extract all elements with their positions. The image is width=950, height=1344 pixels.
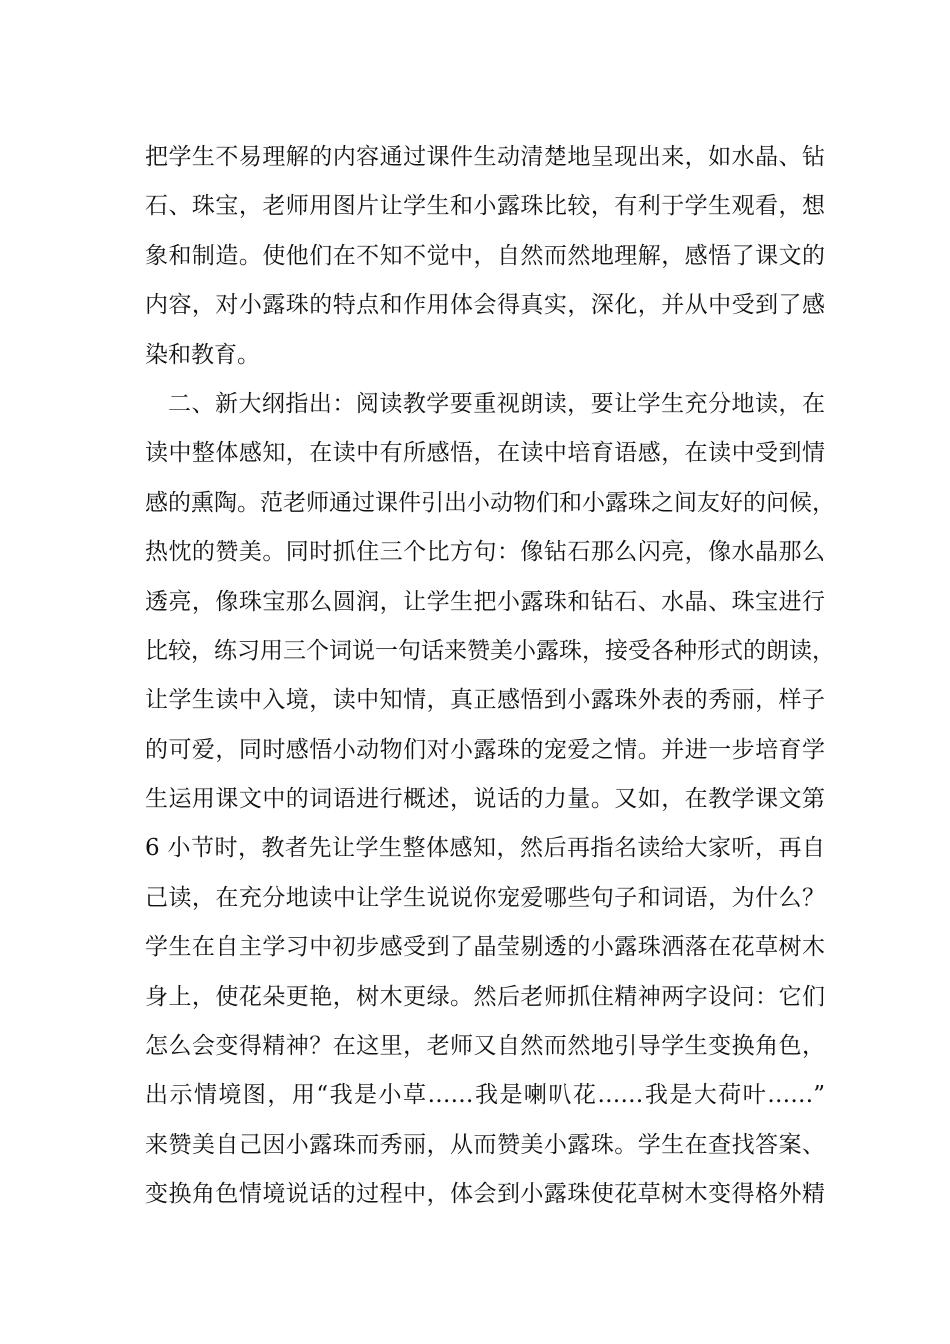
text-line: 出示情境图，用“我是小草……我是喇叭花……我是大荷叶……” [145,1082,825,1109]
text-line: 比较，练习用三个词说一句话来赞美小露珠，接受各种形式的朗读， [145,637,835,664]
text-line: 象和制造。使他们在不知不觉中，自然而然地理解，感悟了课文的 [145,242,825,269]
text-line: 染和教育。 [145,341,260,368]
text-line: 6 小节时，教者先让学生整体感知，然后再指名读给大家听，再自 [145,835,825,862]
text-line: 身上，使花朵更艳，树木更绿。然后老师抓住精神两字设问：它们 [145,983,825,1010]
text-line: 的可爱，同时感悟小动物们对小露珠的宠爱之情。并进一步培育学 [145,736,825,763]
text-line: 感的熏陶。范老师通过课件引出小动物们和小露珠之间友好的问候， [145,489,835,516]
text-line: 把学生不易理解的内容通过课件生动清楚地呈现出来，如水晶、钻 [145,144,825,170]
text-line: 内容，对小露珠的特点和作用体会得真实，深化，并从中受到了感 [145,292,825,319]
body-text [145,133,835,1220]
paragraph-start-line: 二、新大纲指出：阅读教学要重视朗读，要让学生充分地读，在 [168,390,825,417]
text-line: 石、珠宝，老师用图片让学生和小露珠比较，有利于学生观看，想 [145,193,825,220]
text-line: 让学生读中入境，读中知情，真正感悟到小露珠外表的秀丽，样子 [145,687,825,714]
text-line: 读中整体感知，在读中有所感悟，在读中培育语感，在读中受到情 [145,440,825,467]
text-line: 热忱的赞美。同时抓住三个比方句：像钻石那么闪亮，像水晶那么 [145,539,825,566]
text-line: 学生在自主学习中初步感受到了晶莹剔透的小露珠洒落在花草树木 [145,934,825,961]
text-line: 透亮，像珠宝那么圆润，让学生把小露珠和钻石、水晶、珠宝进行 [145,588,825,615]
text-line: 怎么会变得精神？在这里，老师又自然而然地引导学生变换角色， [145,1033,825,1060]
text-line: 生运用课文中的词语进行概述，说话的力量。又如，在教学课文第 [145,786,825,813]
text-line: 己读，在充分地读中让学生说说你宠爱哪些句子和词语，为什么？ [145,884,825,911]
text-line: 变换角色情境说话的过程中，体会到小露珠使花草树木变得格外精 [145,1181,825,1208]
text-line: 来赞美自己因小露珠而秀丽，从而赞美小露珠。学生在查找答案、 [145,1131,825,1158]
